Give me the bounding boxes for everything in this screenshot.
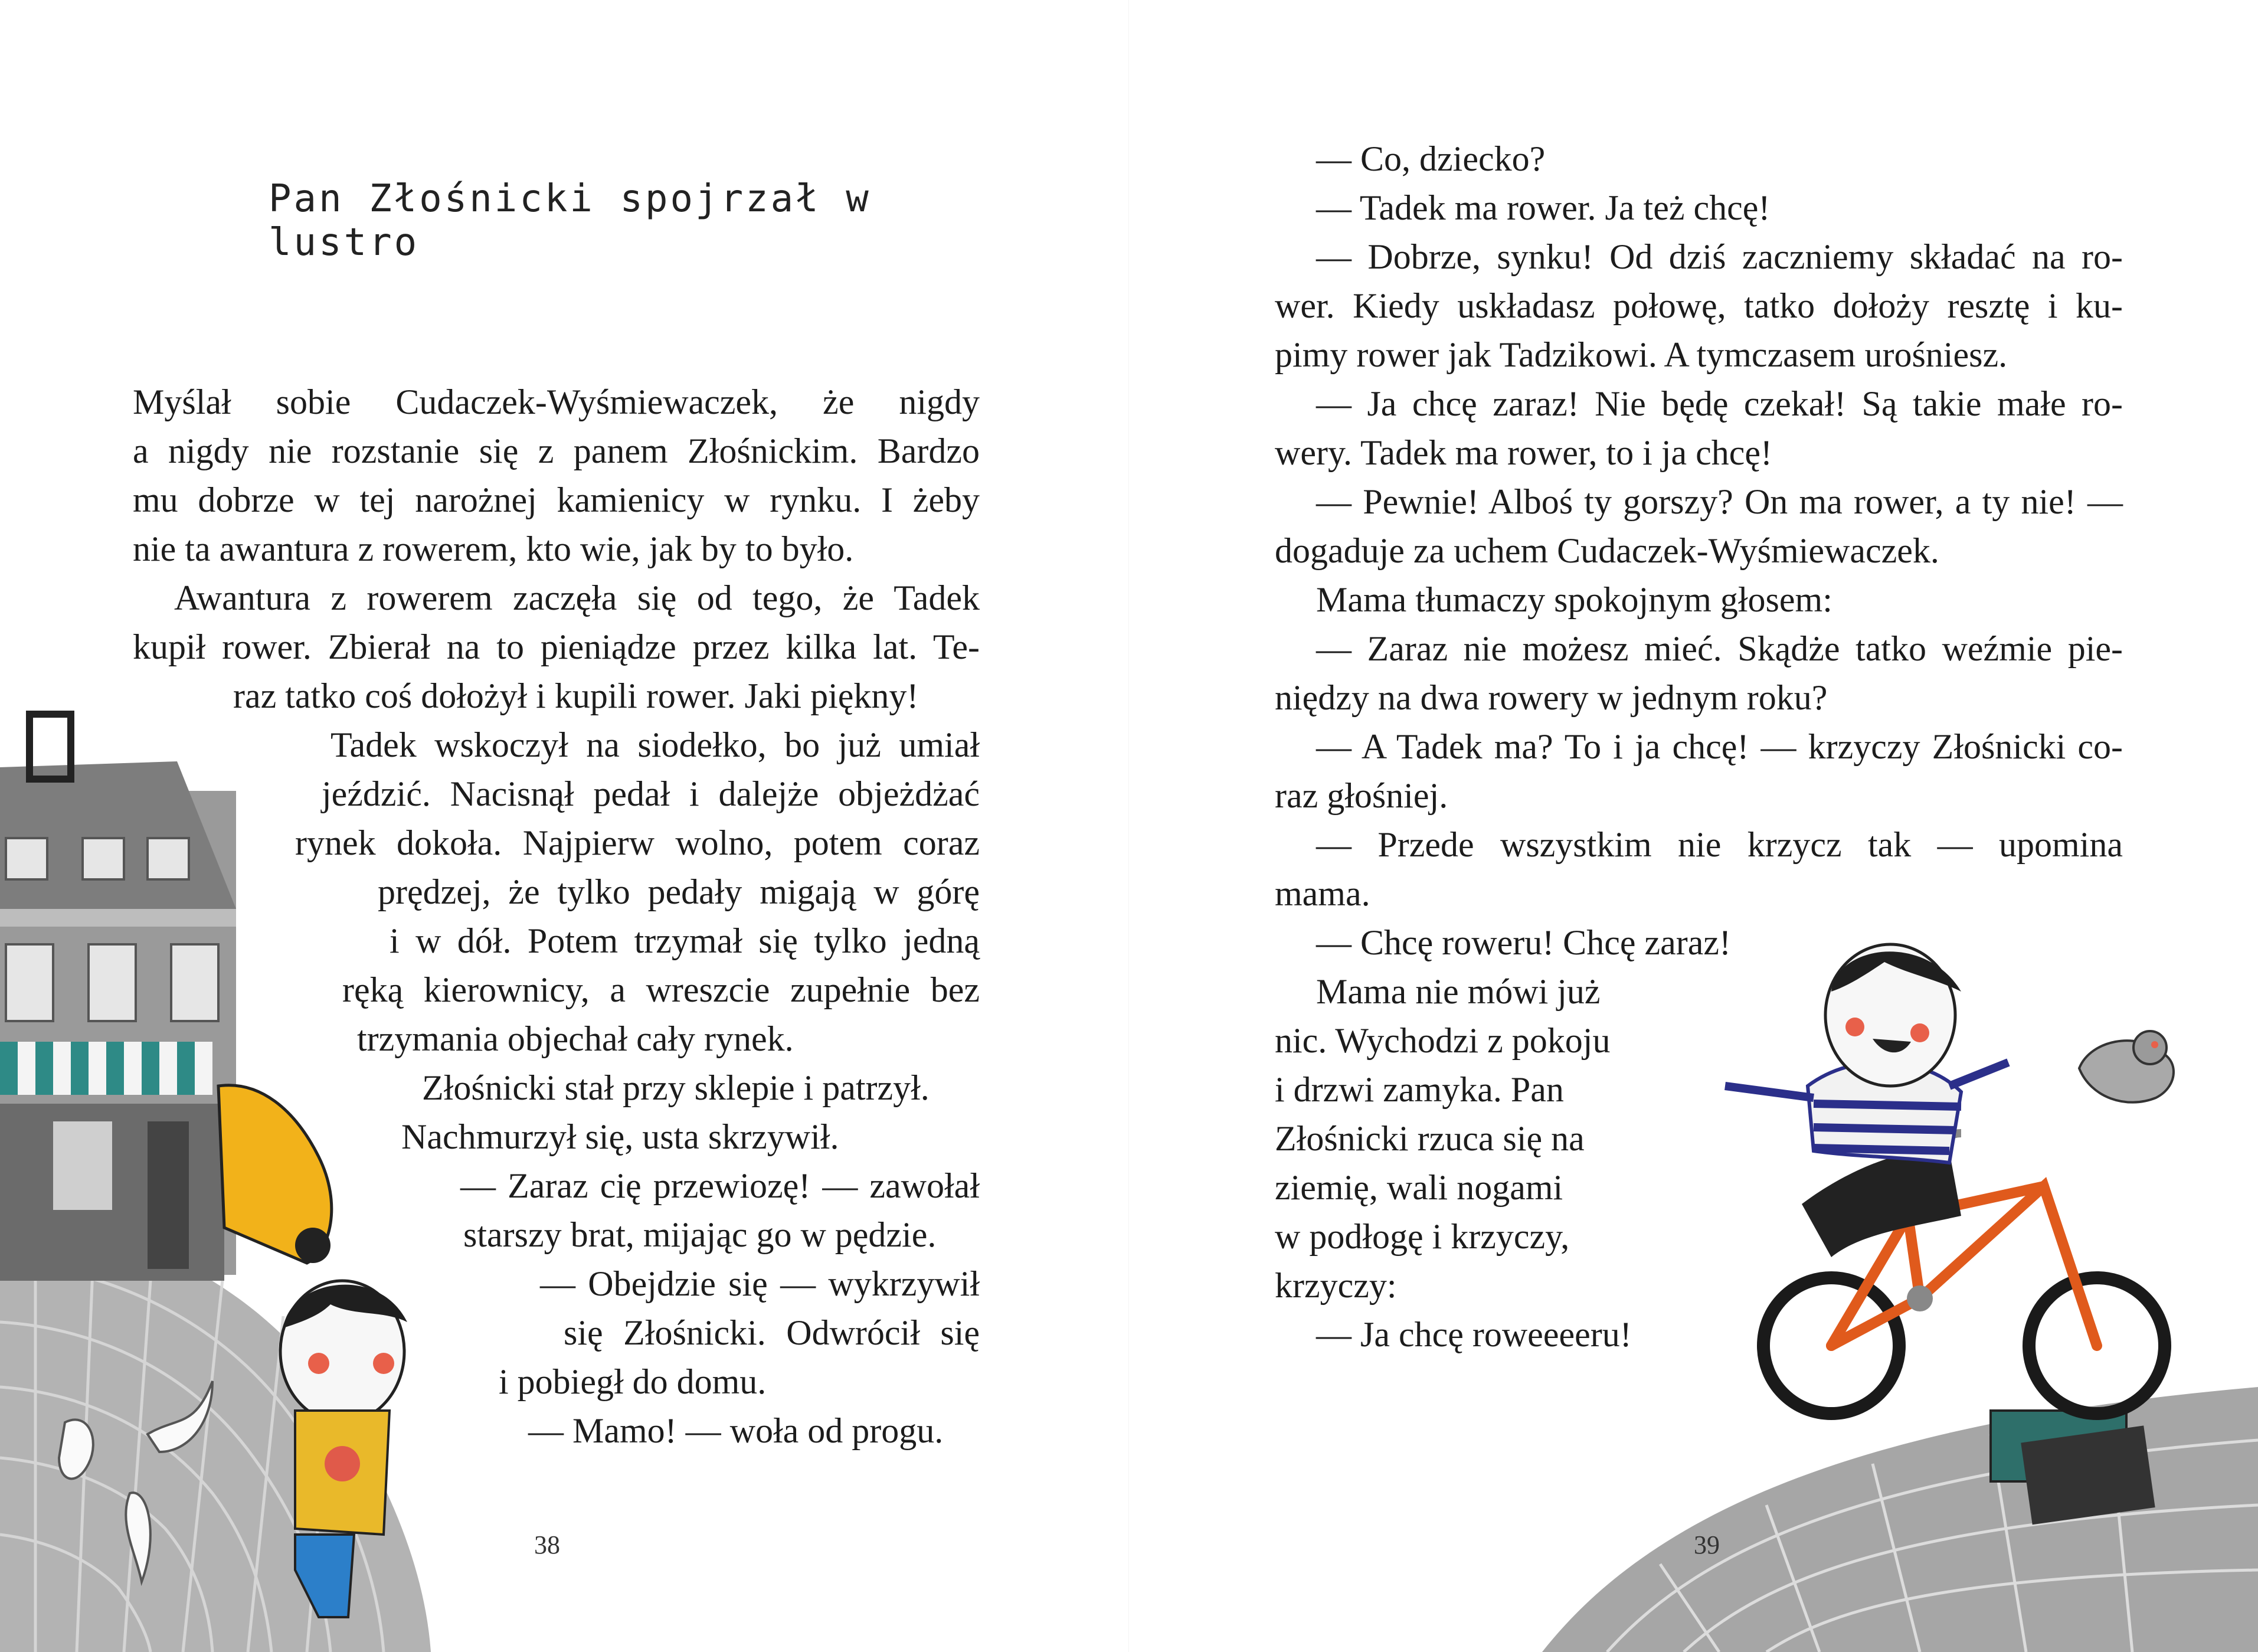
left-text-line: prędzej, że tylko pedały migają w górę: [378, 872, 980, 911]
left-text-line: — Zaraz cię przewiozę! — zawołał: [460, 1166, 980, 1205]
left-text-line: jeździć. Nacisnął pedał i dalejże objeżdżać: [322, 774, 980, 813]
boy-on-bike-illustration: [1713, 938, 2256, 1458]
right-text-line: — Zaraz nie możesz mieć. Skądże tatko weźmie pie-: [1316, 629, 2123, 668]
right-text-line: pimy rower jak Tadzikowi. A tymczasem urośniesz.: [1275, 335, 2008, 374]
left-text-line: — Mamo! — woła od progu.: [528, 1411, 944, 1450]
left-text-line: trzymania objechał cały rynek.: [357, 1019, 794, 1058]
bicycle-icon: [1763, 1133, 2165, 1414]
right-text-line: wer. Kiedy uskładasz połowę, tatko dołoży resztę i ku-: [1275, 286, 2123, 325]
right-text-line: krzyczy:: [1275, 1266, 1397, 1305]
left-text-line: starszy brat, mijając go w pędzie.: [463, 1215, 937, 1254]
right-text-line: dogaduje za uchem Cudaczek-Wyśmiewaczek.: [1275, 531, 1939, 570]
right-text-line: Mama nie mówi już: [1316, 972, 1601, 1011]
right-text-line: raz głośniej.: [1275, 776, 1448, 815]
right-text-line: — Co, dziecko?: [1316, 139, 1546, 178]
left-text-line: a nigdy nie rozstanie się z panem Złośnickim. Bardzo: [133, 431, 980, 470]
right-text-line: — Pewnie! Alboś ty gorszy? On ma rower, a ty nie! —: [1316, 482, 2123, 521]
left-text-line: Myślał sobie Cudaczek-Wyśmiewaczek, że nigdy: [133, 382, 980, 421]
right-text-line: — A Tadek ma? To i ja chcę! — krzyczy Złośnicki co-: [1316, 727, 2123, 766]
right-text-line: — Chcę roweru! Chcę zaraz!: [1316, 923, 1731, 962]
left-text-line: — Obejdzie się — wykrzywił: [540, 1264, 980, 1303]
right-text-line: nic. Wychodzi z pokoju: [1275, 1021, 1611, 1060]
left-text-line: Nachmurzył się, usta skrzywił.: [401, 1117, 839, 1156]
page-number: 39: [1694, 1530, 1720, 1559]
right-text-line: ziemię, wali nogami: [1275, 1168, 1563, 1207]
left-text-line: raz tatko coś dołożył i kupili rower. Jaki piękny!: [233, 676, 919, 715]
right-text-line: Mama tłumaczy spokojnym głosem:: [1316, 580, 1832, 619]
left-text-line: mu dobrze w tej narożnej kamienicy w rynku. I żeby: [133, 480, 980, 519]
chapter-title: Pan Złośnicki spojrzał w lustro: [269, 177, 871, 264]
left-text-line: i w dół. Potem trzymał się tylko jedną: [390, 921, 980, 960]
right-text-line: i drzwi zamyka. Pan: [1275, 1070, 1564, 1109]
right-text-line: — Przede wszystkim nie krzycz tak — upomina: [1316, 825, 2123, 864]
right-text-line: — Ja chcę zaraz! Nie będę czekał! Są takie małe ro-: [1316, 384, 2123, 423]
right-text-line: w podłogę i krzyczy,: [1275, 1217, 1570, 1256]
right-text-line: mama.: [1275, 874, 1370, 913]
left-text-line: się Złośnicki. Odwrócił się: [564, 1313, 980, 1352]
right-text-line: — Ja chcę roweeeeru!: [1316, 1315, 1632, 1354]
left-text-line: i pobiegł do domu.: [499, 1362, 767, 1401]
right-text-line: Złośnicki rzuca się na: [1275, 1119, 1585, 1158]
right-text-line: wery. Tadek ma rower, to i ja chcę!: [1275, 433, 1773, 472]
right-text-line: niędzy na dwa rowery w jednym roku?: [1275, 678, 1828, 717]
left-text-line: kupił rower. Zbierał na to pieniądze przez kilka lat. Te-: [133, 627, 980, 666]
left-text-line: Awantura z rowerem zaczęła się od tego, że Tadek: [174, 578, 980, 617]
left-text-line: Tadek wskoczył na siodełko, bo już umiał: [330, 725, 980, 764]
left-text-line: rynek dokoła. Najpierw wolno, potem coraz: [295, 823, 980, 862]
right-text-line: — Dobrze, synku! Od dziś zaczniemy składać na ro-: [1316, 237, 2123, 276]
page-number: 38: [534, 1530, 560, 1559]
right-text-line: — Tadek ma rower. Ja też chcę!: [1316, 188, 1771, 227]
left-text-line: Złośnicki stał przy sklepie i patrzył.: [422, 1068, 930, 1107]
left-text-line: ręką kierownicy, a wreszcie zupełnie bez: [342, 970, 980, 1009]
left-text-line: nie ta awantura z rowerem, kto wie, jak by to było.: [133, 529, 854, 568]
pigeon-icon: [2067, 1021, 2185, 1110]
